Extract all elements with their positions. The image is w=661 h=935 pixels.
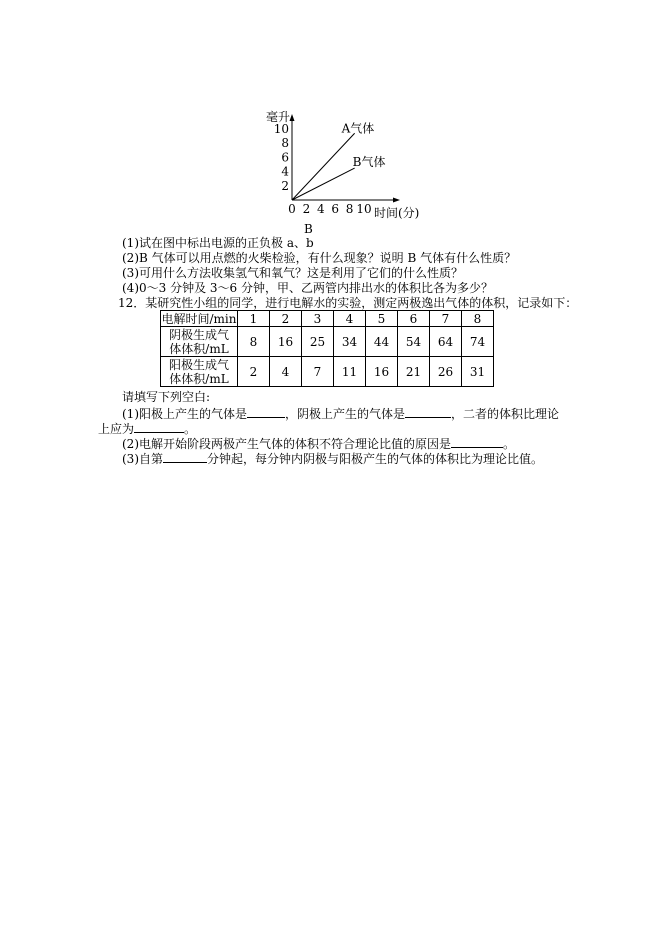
table-cell: 25 <box>302 327 334 357</box>
fill-q2-text: 。 <box>503 437 516 451</box>
fill-question-1-cont <box>98 420 196 436</box>
row-label-line: 体体积/mL <box>169 341 229 356</box>
series-line <box>292 168 355 200</box>
y-axis-arrow <box>290 114 295 121</box>
table-cell: 11 <box>334 357 366 387</box>
fill-q1-text: 。 <box>184 422 197 436</box>
x-axis-arrow <box>393 198 400 203</box>
y-tick-label: 4 <box>281 164 289 179</box>
y-tick-label: 10 <box>273 122 289 136</box>
table-cell: 2 <box>238 357 270 387</box>
table-header-cell: 2 <box>270 311 302 327</box>
table-cell: 74 <box>462 327 494 357</box>
table-header-label: 电解时间/min <box>161 311 237 326</box>
row-label-line: 阴极生成气 <box>168 327 229 342</box>
y-axis-label: 毫升 <box>266 110 291 124</box>
x-tick-label: 8 <box>345 202 354 216</box>
fill-intro: 请填写下列空白: <box>122 390 211 404</box>
table-header-cell: 4 <box>334 311 366 327</box>
y-tick-label: 6 <box>281 150 289 165</box>
table-cell: 26 <box>430 357 462 387</box>
table-cell: 54 <box>398 327 430 357</box>
table-cell: 16 <box>270 327 302 357</box>
table-cell: 44 <box>366 327 398 357</box>
table-cell: 4 <box>270 357 302 387</box>
y-tick-label: 2 <box>281 178 289 193</box>
answer-blank <box>134 420 184 433</box>
table-row <box>161 357 494 387</box>
table-row-label <box>161 327 238 357</box>
fill-q3-text: 分钟起，每分钟内阴极与阳极产生的气体的体积比为理论比值。 <box>207 452 544 466</box>
table-row <box>161 327 494 357</box>
x-tick-label: 4 <box>316 202 325 216</box>
table-header-row <box>161 311 494 327</box>
table-cell: 21 <box>398 357 430 387</box>
table-cell: 31 <box>462 357 494 387</box>
fill-question-3 <box>122 450 543 466</box>
x-axis-label: 时间(分) <box>374 206 420 220</box>
table-header-cell: 8 <box>462 311 494 327</box>
fill-question-1 <box>122 405 559 421</box>
question-12-intro: 12．某研究性小组的同学，进行电解水的实验，测定两极逸出气体的体积，记录如下： <box>118 296 578 310</box>
question-1: (1)试在图中标出电源的正负极 a、b <box>122 236 314 250</box>
question-3: (3)可用什么方法收集氢气和氧气？这是利用了它们的什么性质？ <box>122 266 464 280</box>
table-header-cell: 1 <box>238 311 270 327</box>
series-label: A气体 <box>341 121 375 136</box>
question-4: (4)0～3 分钟及 3～6 分钟，甲、乙两管内排出水的体积比各为多少？ <box>122 281 493 295</box>
fill-q1-text: ，二者的体积比理论 <box>451 407 560 421</box>
table-cell: 16 <box>366 357 398 387</box>
answer-blank <box>163 450 207 463</box>
fill-q2-text: (2)电解开始阶段两极产生气体的体积不符合理论比值的原因是 <box>122 437 452 451</box>
question-2: (2)B 气体可以用点燃的火柴检验，有什么现象？说明 B 气体有什么性质？ <box>122 251 517 265</box>
answer-blank <box>247 405 285 418</box>
answer-blank <box>451 435 503 448</box>
y-tick-label: 8 <box>281 136 289 151</box>
fill-q3-text: (3)自第 <box>122 452 163 466</box>
fill-q1-text: 上应为 <box>98 422 135 436</box>
table-header-cell: 3 <box>302 311 334 327</box>
answer-blank <box>405 405 451 418</box>
row-label-line: 体体积/mL <box>169 371 229 386</box>
series-label: B气体 <box>352 155 386 170</box>
table-cell: 64 <box>430 327 462 357</box>
fill-question-2 <box>122 435 515 451</box>
x-tick-label: 2 <box>302 202 311 216</box>
gas-volume-chart <box>262 108 432 236</box>
x-tick-label: 6 <box>331 202 340 216</box>
table-header-cell: 7 <box>430 311 462 327</box>
electrolysis-data-table <box>160 310 494 387</box>
fill-q1-text: ，阴极上产生的气体是 <box>285 407 406 421</box>
series-line <box>292 133 355 200</box>
chart-caption: B <box>304 222 313 236</box>
table-header-cell: 5 <box>366 311 398 327</box>
table-row-label <box>161 357 238 387</box>
table-cell: 8 <box>238 327 270 357</box>
table-cell: 34 <box>334 327 366 357</box>
table-header-cell: 6 <box>398 311 430 327</box>
x-tick-label: 10 <box>356 202 372 216</box>
fill-q1-text: (1)阳极上产生的气体是 <box>122 407 247 421</box>
table-cell: 7 <box>302 357 334 387</box>
x-tick-label: 0 <box>288 202 296 216</box>
row-label-line: 阳极生成气 <box>168 357 229 372</box>
